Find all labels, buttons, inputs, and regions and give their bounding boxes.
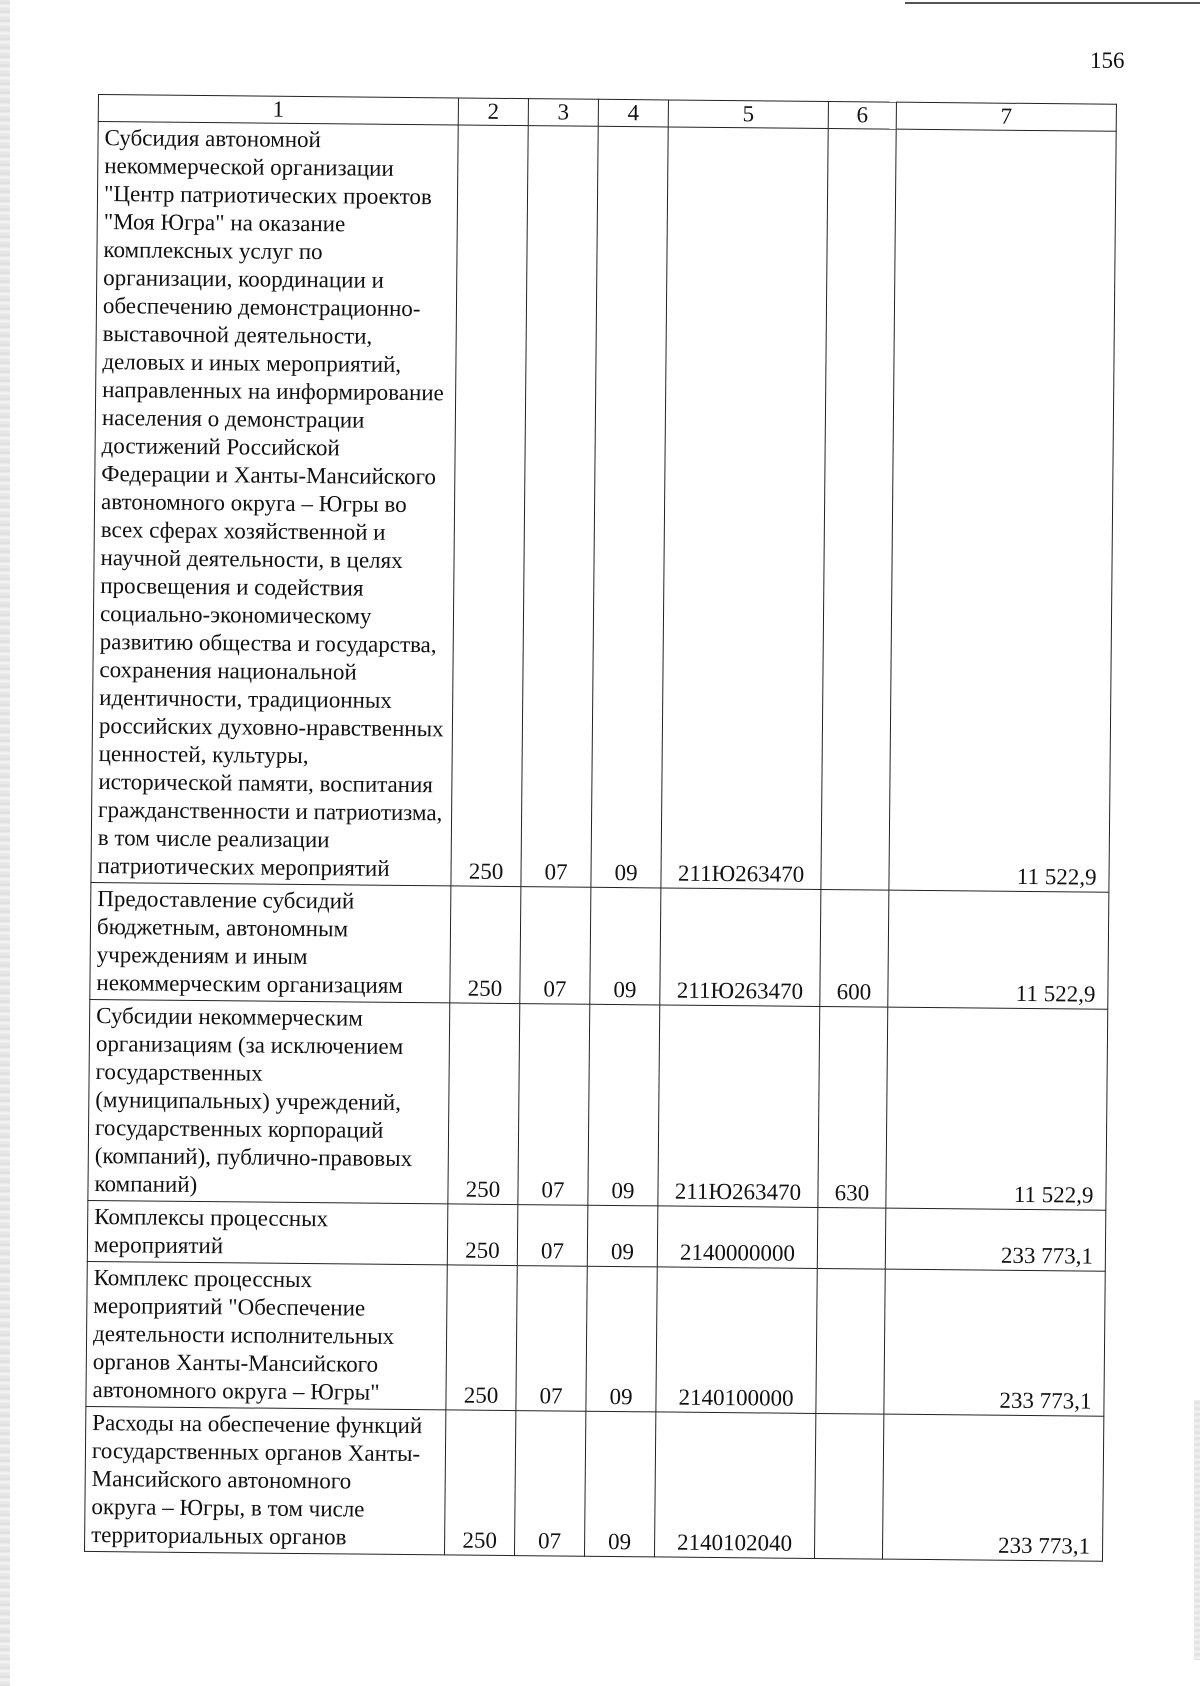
col4-cell: 09 bbox=[590, 887, 661, 1005]
row-name-cell bbox=[91, 122, 458, 886]
row-name-cell bbox=[86, 1261, 447, 1409]
table-row bbox=[87, 1200, 1106, 1271]
header-cell: 5 bbox=[668, 100, 828, 129]
col6-cell bbox=[814, 1413, 883, 1559]
header-cell: 1 bbox=[98, 95, 458, 125]
col4-cell: 09 bbox=[591, 126, 668, 888]
col3-cell: 07 bbox=[516, 1266, 587, 1412]
row-name: Расходы на обеспечение функций государственных органов Ханты- Мансийского автономного округа – Югры, в том числе территориальных органов bbox=[91, 1410, 423, 1550]
row-name: Комплексы процессных мероприятий bbox=[93, 1204, 329, 1259]
col6-cell bbox=[817, 1207, 886, 1269]
col2-cell: 250 bbox=[444, 1410, 515, 1556]
col5-cell: 211Ю263470 bbox=[658, 1005, 820, 1208]
table-row bbox=[91, 122, 1116, 893]
table-row bbox=[85, 1406, 1104, 1561]
col3-cell: 07 bbox=[517, 1205, 588, 1267]
col5-cell: 211Ю263470 bbox=[660, 888, 821, 1007]
row-name-cell bbox=[87, 1200, 448, 1264]
col3-cell: 07 bbox=[514, 1411, 585, 1557]
col6-cell bbox=[816, 1268, 885, 1414]
col4-cell: 09 bbox=[587, 1205, 658, 1267]
table-row bbox=[90, 882, 1109, 1009]
top-rule bbox=[905, 2, 1200, 4]
col3-cell: 07 bbox=[518, 1004, 590, 1206]
col7-cell: 11 522,9 bbox=[888, 890, 1109, 1009]
table-row bbox=[88, 999, 1108, 1210]
col4-cell: 09 bbox=[588, 1004, 660, 1206]
col5-cell: 2140102040 bbox=[654, 1412, 815, 1559]
col2-cell: 250 bbox=[447, 1204, 518, 1266]
row-name: Комплекс процессных мероприятий "Обеспечение деятельности исполнительных органов Ханты-Мансийского автономного округа – Югры" bbox=[92, 1265, 395, 1405]
col5-cell: 2140000000 bbox=[657, 1206, 818, 1269]
col2-cell: 250 bbox=[450, 886, 521, 1004]
header-cell: 2 bbox=[458, 98, 528, 126]
col7-cell: 11 522,9 bbox=[889, 129, 1116, 892]
col6-cell: 600 bbox=[820, 889, 889, 1007]
col6-cell bbox=[821, 129, 896, 891]
page-number: 156 bbox=[1090, 48, 1125, 73]
header-cell: 3 bbox=[528, 99, 598, 127]
col3-cell: 07 bbox=[521, 126, 598, 888]
budget-table bbox=[84, 94, 1117, 1562]
scan-edge-right bbox=[1194, 1400, 1200, 1660]
row-name: Предоставление субсидий бюджетным, автономным учреждениям и иным некоммерческим организациям bbox=[96, 886, 404, 998]
header-cell: 6 bbox=[828, 102, 896, 130]
col7-cell: 11 522,9 bbox=[886, 1007, 1108, 1210]
row-name-cell bbox=[85, 1406, 446, 1554]
col2-cell: 250 bbox=[446, 1265, 517, 1411]
col5-cell: 211Ю263470 bbox=[661, 127, 828, 890]
col7-cell: 233 773,1 bbox=[882, 1414, 1103, 1561]
row-name-cell bbox=[90, 882, 451, 1002]
row-name-cell bbox=[88, 999, 450, 1203]
col7-cell: 233 773,1 bbox=[884, 1269, 1105, 1416]
col2-cell: 250 bbox=[448, 1003, 520, 1205]
header-cell: 4 bbox=[598, 99, 668, 127]
row-name: Субсидия автономной некоммерческой организации "Центр патриотических проектов "Моя Югра" на оказание комплексных услуг по организации, координации и обеспечению демонстрационно- выставочной деятельности, деловых и иных мероприятий, направленных на информирование населения о демонстрации достижений Российской Федерации и Ханты-Мансийского автономного округа – Югры во всех сферах хозяйственной и научной деятельности, в целях просвещения и содействия социально-экономическому развитию общества и государства, сохранения национальной идентичности, традиционных российских духовно-нравственных ценностей, культуры, исторической памяти, воспитания гражданственности и патриотизма, в том числе реализации патриотических мероприятий bbox=[97, 125, 444, 881]
table-row bbox=[86, 1261, 1105, 1416]
col5-cell: 2140100000 bbox=[656, 1267, 817, 1414]
row-name: Субсидии некоммерческим организациям (за исключением государственных (муниципальных) учреждений, государственных корпораций (компаний), публично-правовых компаний) bbox=[94, 1003, 413, 1198]
col7-cell: 233 773,1 bbox=[885, 1208, 1106, 1271]
scan-edge-left bbox=[0, 0, 10, 1686]
col2-cell: 250 bbox=[451, 125, 528, 887]
header-cell: 7 bbox=[896, 102, 1116, 131]
col3-cell: 07 bbox=[520, 887, 591, 1005]
col6-cell: 630 bbox=[818, 1006, 888, 1208]
col4-cell: 09 bbox=[586, 1266, 657, 1412]
col4-cell: 09 bbox=[584, 1411, 655, 1557]
